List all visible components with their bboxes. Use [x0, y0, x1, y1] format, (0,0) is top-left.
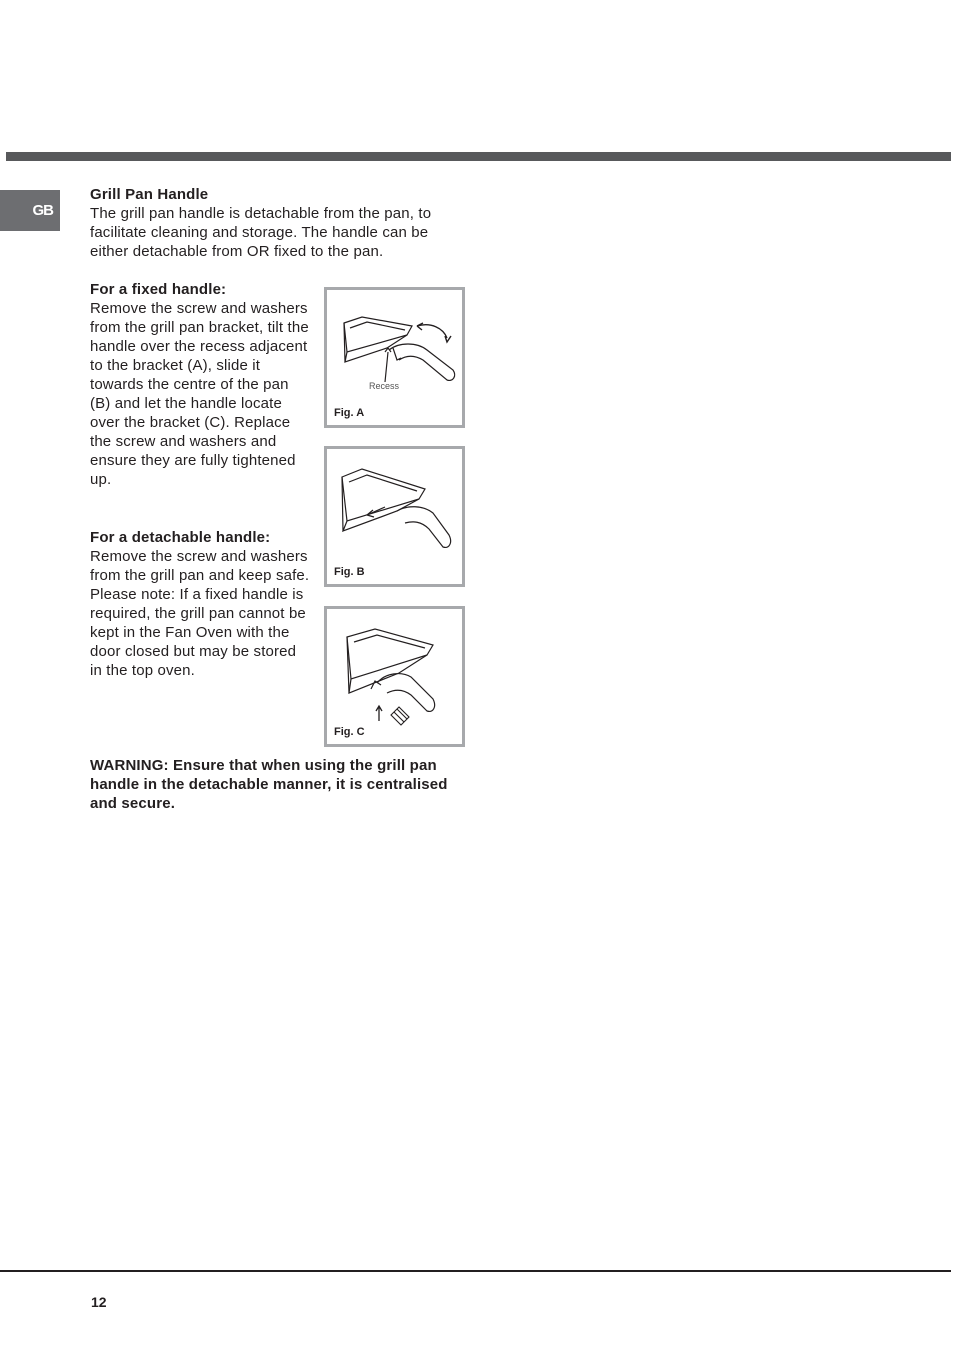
grill-pan-handle-illustration-c	[327, 609, 462, 744]
detachable-handle-note: Please note: If a fixed handle is required, the grill pan cannot be kept in the Fan Oven with the door closed but may be stored in the top oven.	[90, 586, 306, 679]
figure-c	[324, 606, 465, 747]
screw-icon	[391, 707, 409, 725]
detachable-handle-text: Remove the screw and washers from the grill pan and keep safe.	[90, 548, 310, 584]
intro-block	[90, 185, 470, 261]
grill-pan-handle-illustration-a	[327, 290, 462, 425]
figure-a-caption: Fig. A	[334, 407, 365, 419]
grill-pan-handle-illustration-b	[327, 449, 462, 584]
fixed-handle-heading: For a fixed handle:	[90, 281, 227, 298]
figure-c-caption: Fig. C	[334, 726, 365, 738]
detachable-handle-block	[90, 528, 312, 680]
fixed-handle-text: Remove the screw and washers from the grill pan bracket, tilt the handle over the recess adjacent to the bracket (A), slide it towards the centre of the pan (B) and let the handle locate over the bracket (C). Replace the screw and washers and ensure they are fully tightened up.	[90, 300, 309, 488]
figure-b	[324, 446, 465, 587]
warning-text: WARNING: Ensure that when using the grill pan handle in the detachable manner, it is centralised and secure.	[90, 757, 448, 812]
header-rule	[6, 152, 951, 161]
detachable-handle-heading: For a detachable handle:	[90, 529, 271, 546]
section-title: Grill Pan Handle	[90, 186, 209, 203]
footer-rule	[0, 1270, 951, 1272]
page-number: 12	[91, 1294, 107, 1310]
language-tab: GB	[0, 190, 60, 231]
figure-a	[324, 287, 465, 428]
fixed-handle-block	[90, 280, 312, 489]
figure-b-caption: Fig. B	[334, 566, 365, 578]
intro-text: The grill pan handle is detachable from the pan, to facilitate cleaning and storage. The handle can be either detachable from OR fixed to the pan.	[90, 205, 432, 260]
recess-label: Recess	[369, 381, 400, 391]
